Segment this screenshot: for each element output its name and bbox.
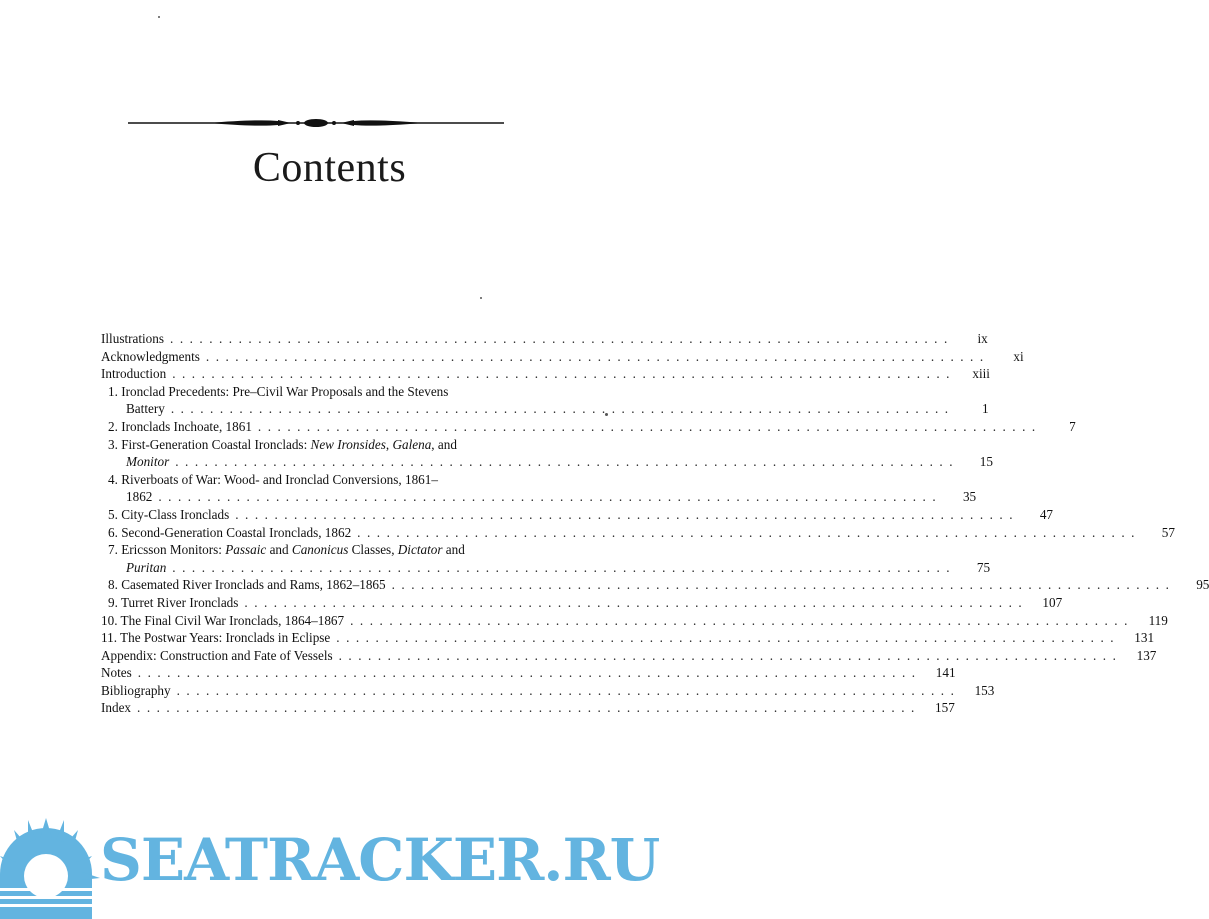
- toc-page-number: 57: [1161, 524, 1175, 540]
- toc-entry-label: 5. City-Class Ironclads: [108, 506, 230, 522]
- toc-entry[interactable]: [101, 647, 1157, 665]
- ship-name: Puritan: [126, 559, 167, 575]
- toc-entry[interactable]: [101, 471, 977, 506]
- toc-entry-label: Notes: [101, 665, 132, 681]
- watermark-text: SEATRACKER.RU: [100, 826, 660, 894]
- toc-entry-label: 2. Ironclads Inchoate, 1861: [108, 418, 252, 434]
- toc-entry-label: Illustrations: [101, 331, 165, 346]
- leader-dots: ................................................................................: [257, 418, 1042, 434]
- toc-entry-label-continued: Battery: [126, 401, 165, 417]
- toc-page-number: 47: [1039, 506, 1053, 522]
- leader-dots: ................................................................................: [175, 454, 959, 470]
- toc-page-number: 141: [935, 665, 956, 681]
- toc-entry[interactable]: [101, 436, 993, 471]
- toc-entry[interactable]: [101, 365, 990, 383]
- toc-entry[interactable]: [101, 664, 956, 682]
- scan-speck: [480, 297, 482, 299]
- leader-dots: ................................................................................: [336, 630, 1121, 646]
- toc-entry-label: 4. Riverboats of War: Wood- and Ironclad Conversions, 1861–: [108, 471, 438, 487]
- leader-dots: ................................................................................: [235, 506, 1019, 522]
- toc-entry-label: 9. Turret River Ironclads: [108, 594, 239, 610]
- toc-entry[interactable]: [101, 594, 1063, 612]
- leader-dots: ................................................................................: [338, 647, 1123, 663]
- ornament-rule: [128, 112, 504, 134]
- toc-entry[interactable]: [101, 348, 1024, 366]
- leader-dots: ................................................................................: [137, 700, 921, 716]
- toc-entry-label: Introduction: [101, 366, 167, 382]
- toc-entry-label: Index: [101, 700, 132, 716]
- toc-entry[interactable]: [101, 576, 1209, 594]
- toc-page-number: 95: [1196, 577, 1209, 593]
- ship-name: Galena: [392, 436, 432, 452]
- toc-page-number: 119: [1148, 612, 1168, 628]
- toc-entry-label-continued: 1862: [126, 489, 153, 505]
- leader-dots: ................................................................................: [172, 559, 957, 575]
- toc-page-number: 7: [1069, 418, 1076, 434]
- sunburst-logo-icon: [0, 818, 100, 919]
- table-of-contents: [101, 330, 1209, 717]
- toc-page-number: 107: [1042, 594, 1063, 610]
- leader-dots: ................................................................................: [244, 594, 1029, 610]
- toc-entry-label: 3. First-Generation Coastal Ironclads: New Ironsides, Galena, and: [108, 436, 457, 452]
- ship-name: Canonicus: [291, 542, 349, 558]
- toc-page-number: 15: [979, 454, 993, 470]
- toc-entry-label: 6. Second-Generation Coastal Ironclads, 1862: [108, 524, 352, 540]
- leader-dots: ................................................................................: [137, 665, 922, 681]
- toc-page-number: 1: [981, 401, 989, 417]
- toc-entry-label: 8. Casemated River Ironclads and Rams, 1862–1865: [108, 577, 386, 593]
- toc-entry[interactable]: [101, 612, 1168, 630]
- leader-dots: ................................................................................: [170, 401, 955, 417]
- leader-dots: ................................................................................: [158, 489, 943, 505]
- page-title: Contents: [252, 145, 407, 191]
- toc-page-number: xiii: [972, 366, 990, 382]
- toc-page-number: 137: [1136, 647, 1157, 663]
- toc-entry[interactable]: [101, 506, 1053, 524]
- ship-name: Dictator: [397, 542, 443, 558]
- ship-name: New Ironsides: [310, 436, 386, 452]
- toc-page-number: 131: [1134, 630, 1155, 646]
- toc-entry[interactable]: [101, 418, 1076, 436]
- toc-page-number: ix: [977, 331, 988, 346]
- toc-entry-label: 7. Ericsson Monitors: Passaic and Canonicus Classes, Dictator and: [108, 542, 465, 558]
- toc-entry-label: 10. The Final Civil War Ironclads, 1864–1867: [101, 612, 345, 628]
- leader-dots: ................................................................................: [176, 682, 961, 698]
- leader-dots: ................................................................................: [172, 366, 956, 382]
- toc-page-number: 153: [974, 682, 995, 698]
- toc-page-number: 35: [962, 489, 977, 505]
- toc-entry[interactable]: [101, 541, 991, 576]
- toc-entry[interactable]: [101, 330, 988, 348]
- ship-name: Passaic: [225, 542, 267, 558]
- toc-page-number: 157: [935, 700, 955, 716]
- toc-entry-label: Acknowledgments: [101, 348, 200, 364]
- toc-page-number: 75: [976, 559, 991, 575]
- toc-entry[interactable]: [101, 629, 1155, 647]
- leader-dots: ................................................................................: [391, 577, 1176, 593]
- toc-entry[interactable]: [101, 699, 955, 717]
- toc-page-number: xi: [1013, 348, 1024, 364]
- leader-dots: ................................................................................: [170, 331, 954, 346]
- leader-dots: ................................................................................: [205, 348, 990, 364]
- toc-entry-label: Bibliography: [101, 682, 171, 698]
- leader-dots: ................................................................................: [350, 612, 1134, 628]
- scan-speck: [158, 16, 160, 18]
- toc-entry[interactable]: [101, 682, 995, 700]
- ship-name: Monitor: [126, 454, 170, 470]
- toc-entry[interactable]: [101, 383, 989, 418]
- toc-entry[interactable]: [101, 524, 1175, 542]
- toc-entry-label: 1. Ironclad Precedents: Pre–Civil War Proposals and the Stevens: [108, 383, 449, 399]
- toc-entry-label: 11. The Postwar Years: Ironclads in Eclipse: [101, 630, 331, 646]
- toc-entry-label: Appendix: Construction and Fate of Vessels: [101, 647, 333, 663]
- leader-dots: ................................................................................: [357, 524, 1141, 540]
